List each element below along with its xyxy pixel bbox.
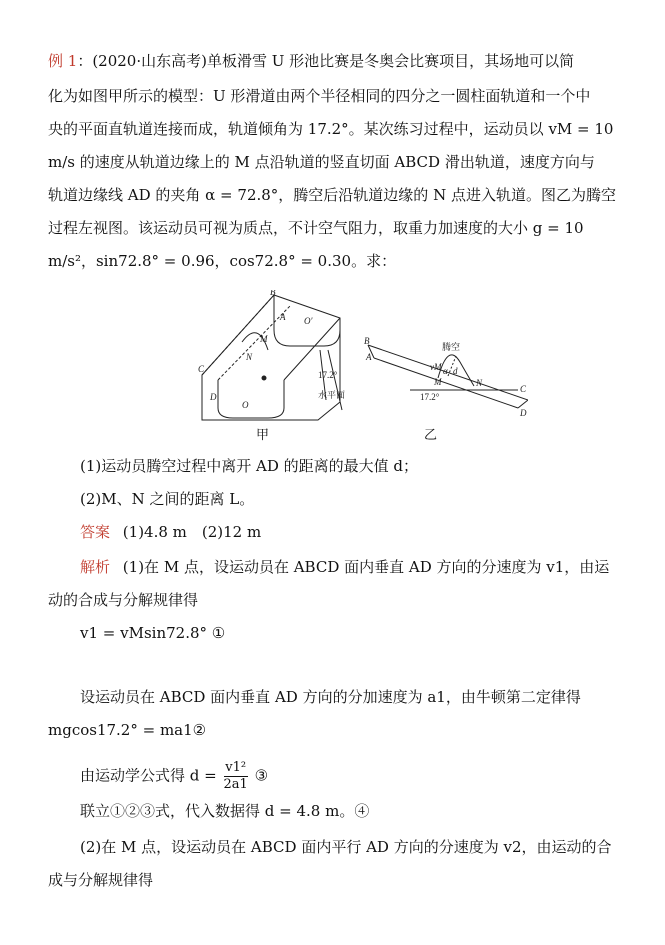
label-alpha: α	[443, 366, 448, 376]
label-B-right: B	[364, 336, 370, 346]
analysis-label: 解析	[80, 558, 111, 576]
label-ground: 水平面	[318, 390, 346, 400]
fraction: $\frac{\text{v1²}}{2a1}$	[223, 760, 248, 792]
caption-right: 乙	[424, 427, 438, 442]
label-M-right: M	[434, 377, 442, 387]
label-O: O	[242, 400, 249, 410]
caption-left: 甲	[256, 427, 270, 442]
example-line-3: 央的平面直轨道连接而成，轨道倾角为 17.2°。某次练习过程中，运动员以 vM = 10	[48, 120, 614, 138]
label-M: M	[260, 334, 268, 344]
equation-2: mgcos17.2° = ma1②	[48, 721, 207, 739]
label-angle-right: 17.2°	[420, 392, 440, 402]
answer-text: (1)4.8 m (2)12 m	[122, 523, 262, 541]
question-1: (1)运动员腾空过程中离开 AD 的距离的最大值 d；	[80, 457, 419, 475]
label-C-right: C	[520, 384, 527, 394]
analysis-line-6: (2)在 M 点，设运动员在 ABCD 面内平行 AD 方向的分速度为 v2，由运动的合	[80, 838, 612, 856]
u-channel-diagram	[202, 295, 342, 420]
label-A-right: A	[366, 352, 372, 362]
analysis-line-1: 解析 (1)在 M 点，设运动员在 ABCD 面内垂直 AD 方向的分速度为 v1，由运	[80, 558, 610, 576]
example-line-6: 过程左视图。该运动员可视为质点，不计空气阻力，取重力加速度的大小 g = 10	[48, 219, 584, 237]
example-line-2: 化为如图甲所示的模型：U 形滑道由两个半径相同的四分之一圆柱面轨道和一个中	[48, 87, 591, 105]
answer-line	[80, 521, 261, 543]
analysis-line-5: 联立①②③式，代入数据得 d = 4.8 m。④	[80, 802, 370, 820]
label-d: d	[453, 366, 458, 376]
label-N-right: N	[476, 378, 483, 388]
example-line-7: m/s²，sin72.8° = 0.96，cos72.8° = 0.30。求：	[48, 252, 397, 270]
label-N: N	[246, 352, 253, 362]
example-line-4: m/s 的速度从轨道边缘上的 M 点沿轨道的竖直切面 ABCD 滑出轨道，速度方向与	[48, 153, 595, 171]
figure-diagram	[198, 290, 528, 440]
analysis-line-2: 动的合成与分解规律得	[48, 591, 199, 609]
label-D: D	[210, 392, 217, 402]
label-A: A	[280, 312, 286, 322]
example-label: 例 1	[48, 52, 78, 70]
analysis-line-7: 成与分解规律得	[48, 871, 154, 889]
answer-label: 答案	[80, 523, 111, 541]
label-angle-left: 17.2°	[318, 370, 338, 380]
label-B: B	[270, 290, 276, 297]
label-C: C	[198, 364, 205, 374]
label-air: 腾空	[442, 342, 461, 352]
example-line-5: 轨道边缘线 AD 的夹角 α = 72.8°，腾空后沿轨道边缘的 N 点进入轨道。图乙为腾空	[48, 186, 616, 204]
label-D-right: D	[520, 408, 527, 418]
label-Oprime: O′	[304, 316, 313, 326]
figure	[198, 290, 528, 440]
question-2: (2)M、N 之间的距离 L。	[80, 490, 255, 508]
side-view-diagram	[368, 345, 528, 408]
equation-1: v1 = vMsin72.8° ①	[80, 624, 226, 642]
example-line-1: 例 1：(2020·山东高考)单板滑雪 U 形池比赛是冬奥会比赛项目，其场地可以简	[48, 52, 575, 70]
analysis-line-4: 由运动学公式得 d = $\frac{\text{v1²}}{2a1}$ ③	[80, 760, 269, 792]
label-vm: vM	[430, 362, 442, 372]
analysis-line-3: 设运动员在 ABCD 面内垂直 AD 方向的分加速度为 a1，由牛顿第二定律得	[80, 688, 581, 706]
